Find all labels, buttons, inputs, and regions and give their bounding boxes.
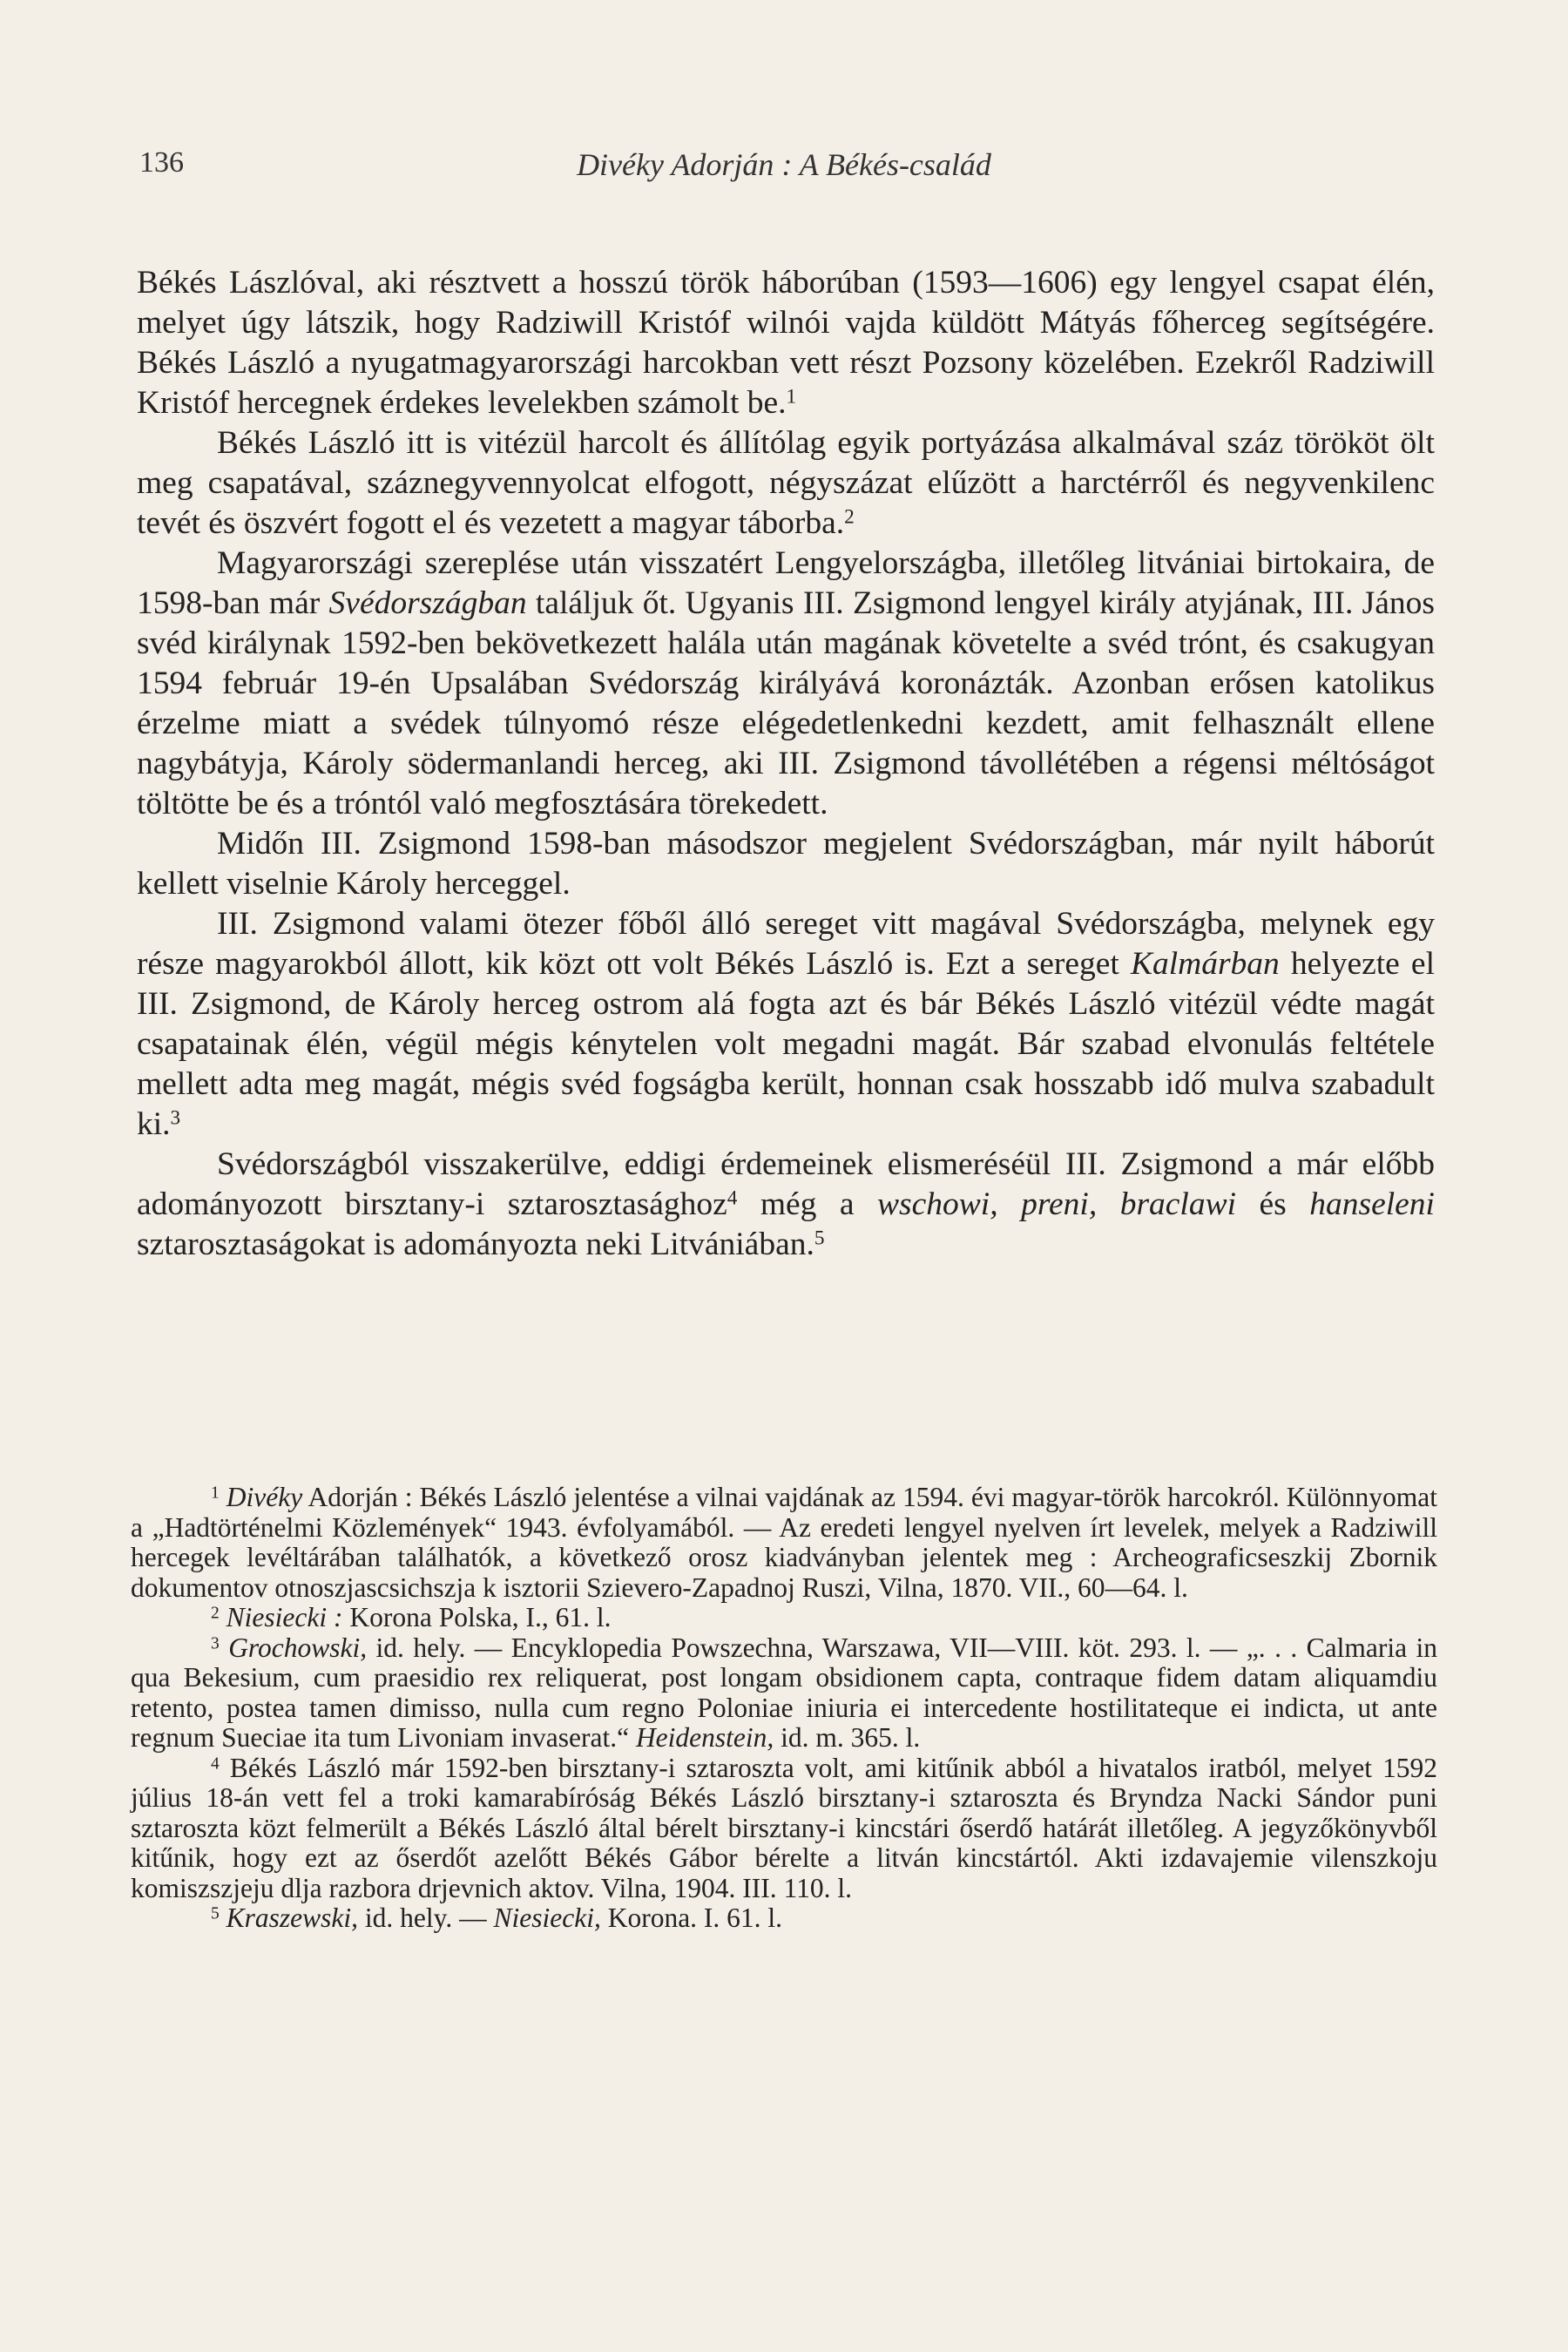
footnote-author: Kraszewski, <box>226 1903 359 1933</box>
main-text <box>137 263 1435 1265</box>
paragraph-text: Midőn III. Zsigmond 1598-ban másodszor megjelent Svédországban, már nyilt háborút kellett viselnie Károly herceggel. <box>137 826 1435 902</box>
emphasized-place: Kalmárban <box>1130 946 1280 982</box>
page-number: 136 <box>139 146 184 179</box>
paragraph <box>137 263 1435 423</box>
page-header <box>139 146 1429 190</box>
paragraph <box>137 544 1435 824</box>
footnote-reference: 3 <box>170 1106 181 1130</box>
footnote-reference: 4 <box>727 1186 738 1210</box>
paragraph-text: Békés László itt is vitézül harcolt és állítólag egyik portyázása alkalmával száz törököt ölt meg csapatával, száznegyvennyolcat elfogott, négyszázat elűzött a harctérről és negyvenkilenc tevét és öszvért fogott el és vezetett a magyar táborba. <box>137 425 1435 541</box>
footnote-text: Korona Polska, I., 61. l. <box>342 1602 612 1632</box>
emphasized-place: Svédországban <box>328 585 527 621</box>
paragraph-text: sztarosztaságokat is adományozta neki Litvániában. <box>137 1227 814 1262</box>
footnote-reference: 5 <box>814 1227 825 1250</box>
footnote-text: id. hely. — <box>358 1903 494 1933</box>
footnote-number: 4 <box>211 1754 220 1773</box>
paragraph-text: Magyarországi szereplése után visszatért Lengyelországba, illetőleg litvániai birtokaira, de 1598-ban már <box>137 545 1435 621</box>
paragraph-text: még a <box>737 1186 878 1222</box>
paragraph <box>137 904 1435 1145</box>
footnote <box>131 1754 1437 1904</box>
footnote-text: Korona. I. 61. l. <box>600 1903 783 1933</box>
footnote-reference: 2 <box>844 505 855 529</box>
footnote-number: 1 <box>211 1484 220 1503</box>
footnote-author: Heidenstein, <box>635 1722 774 1753</box>
paragraph-text: találjuk őt. Ugyanis III. Zsigmond lengyel király atyjának, III. János svéd királynak 1592-ben bekövetkezett halála után magának követelte a svéd trónt, és csakugyan 1594 február 19-én Upsalában Svédország királyává koronázták. Azonban erősen katolikus érzelme miatt a svédek túlnyomó része elégedetlenkedni kezdett, amit felhasznált ellene nagybátyja, Károly södermanlandi herceg, aki III. Zsigmond távollétében a régensi méltóságot töltötte be és a tróntól való megfosztására törekedett. <box>137 585 1435 821</box>
paragraph <box>137 423 1435 544</box>
paragraph-text: III. Zsigmond valami ötezer főből álló sereget vitt magával Svédországba, melynek egy része magyarokból állott, kik közt ott volt Békés László is. Ezt a sereget <box>137 906 1435 982</box>
footnote-author: Niesiecki, <box>493 1903 601 1933</box>
footnote-number: 3 <box>211 1633 220 1652</box>
footnote <box>131 1603 1437 1633</box>
running-title: Divéky Adorján : A Békés-család <box>577 147 991 182</box>
emphasized-place: hanseleni <box>1309 1186 1435 1222</box>
footnote-author: Grochowski, <box>228 1632 368 1663</box>
footnote-number: 2 <box>211 1604 220 1623</box>
footnote <box>131 1483 1437 1603</box>
paragraph-text: helyezte el III. Zsigmond, de Károly herceg ostrom alá fogta azt és bár Békés László vitézül védte magát csapatainak élén, végül mégis kénytelen volt megadni magát. Bár szabad elvonulás feltétele mellett adta meg magát, mégis svéd fogságba került, honnan csak hosszabb idő mulva szabadult ki. <box>137 946 1435 1142</box>
paragraph-text: és <box>1236 1186 1310 1222</box>
footnote <box>131 1633 1437 1754</box>
footnote-author: Niesiecki : <box>226 1602 343 1632</box>
footnotes <box>131 1483 1437 1934</box>
footnote-text: id. m. 365. l. <box>774 1722 921 1753</box>
paragraph <box>137 1145 1435 1265</box>
emphasized-place: wschowi, preni, braclawi <box>877 1186 1237 1222</box>
footnote <box>131 1903 1437 1934</box>
footnote-author: Divéky <box>226 1482 303 1512</box>
footnote-text: Békés László már 1592-ben birsztany-i sztaroszta volt, ami kitűnik abból a hivatalos iratból, melyet 1592 július 18-án vett fel a troki kamarabíróság Békés László birsztany-i sztaroszta és Bryndza Nacki Sándor puni sztaroszta közt felmerült a Békés László által bérelt birsztany-i kincstári őserdő határát illetőleg. A jegyzőkönyvből kitűnik, hogy ezt az őserdőt azelőtt Békés Gábor bérelte a litván kincstártól. Akti izdavajemie vilenszkoju komiszszjeju dlja razbora drjevnich aktov. Vilna, 1904. III. 110. l. <box>131 1752 1437 1903</box>
footnote-text: Adorján : Békés László jelentése a vilnai vajdának az 1594. évi magyar-török harcokról. Különnyomat a „Hadtörténelmi Közlemények“ 1943. évfolyamából. — Az eredeti lengyel nyelven írt levelek, melyek a Radziwill hercegek levéltárában találhatók, a következő orosz kiadványban jelentek meg : Archeograficseszkij Zbornik dokumentov otnoszjascsichszja k isztorii Szievero-Zapadnoj Ruszi, Vilna, 1870. VII., 60—64. l. <box>131 1482 1438 1603</box>
footnote-number: 5 <box>211 1904 220 1923</box>
paragraph <box>137 824 1435 904</box>
paragraph-text: Svédországból visszakerülve, eddigi érdemeinek elismeréséül III. Zsigmond a már előbb adományozott birsztany-i sztarosztasághoz <box>137 1146 1435 1222</box>
footnote-text: id. hely. — Encyklopedia Powszechna, Warszawa, VII—VIII. köt. 293. l. — „. . . Calmaria in qua Bekesium, cum praesidio rex reliquerat, post longam obsidionem capta, contraque fidem datam aliquamdiu retento, postea tamen dimisso, nulla cum regno Poloniae iniuria ei intercedente hostilitateque ei indicta, ut ante regnum Sueciae ita tum Livoniam invaserat.“ <box>131 1632 1438 1753</box>
footnote-reference: 1 <box>786 385 797 409</box>
paragraph-text: Békés Lászlóval, aki résztvett a hosszú török háborúban (1593—1606) egy lengyel csapat élén, melyet úgy látszik, hogy Radziwill Kristóf wilnói vajda küldött Mátyás főherceg segítségére. Békés László a nyugatmagyarországi harcokban vett részt Pozsony közelében. Ezekről Radziwill Kristóf hercegnek érdekes levelekben számolt be. <box>137 265 1435 421</box>
